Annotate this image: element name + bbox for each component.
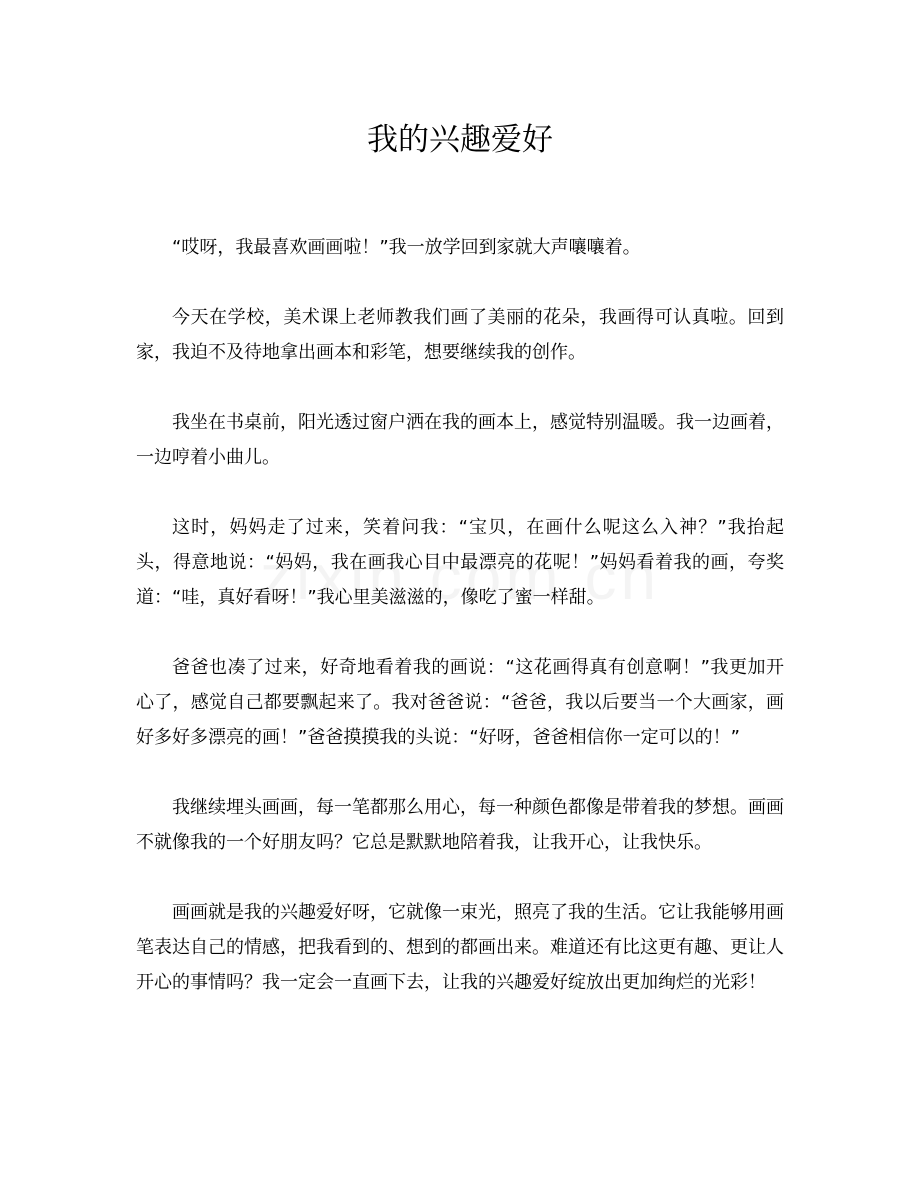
paragraph-4: 这时，妈妈走了过来，笑着问我：“宝贝，在画什么呢这么入神？”我抬起头，得意地说：“妈妈，我在画我心目中最漂亮的花呢！”妈妈看着我的画，夸奖道：“哇，真好看呀！”我心里美滋滋的，像吃了蜜一样甜。 (136, 517, 784, 608)
paragraph-5: 爸爸也凑了过来，好奇地看着我的画说：“这花画得真有创意啊！”我更加开心了，感觉自己都要飘起来了。我对爸爸说：“爸爸，我以后要当一个大画家，画好多好多漂亮的画！”爸爸摸摸我的头说：“好呀，爸爸相信你一定可以的！” (136, 657, 784, 748)
paragraph-6: 我继续埋头画画，每一笔都那么用心，每一种颜色都像是带着我的梦想。画画不就像我的一个好朋友吗？它总是默默地陪着我，让我开心，让我快乐。 (136, 797, 784, 853)
document-body (136, 230, 784, 1035)
paragraph-7: 画画就是我的兴趣爱好呀，它就像一束光，照亮了我的生活。它让我能够用画笔表达自己的情感，把我看到的、想到的都画出来。难道还有比这更有趣、更让人开心的事情吗？我一定会一直画下去，让我的兴趣爱好绽放出更加绚烂的光彩！ (136, 902, 784, 993)
paragraph-2: 今天在学校，美术课上老师教我们画了美丽的花朵，我画得可认真啦。回到家，我迫不及待地拿出画本和彩笔，想要继续我的创作。 (136, 307, 784, 363)
document-title: 我的兴趣爱好 (367, 122, 553, 158)
paragraph-3: 我坐在书桌前，阳光透过窗户洒在我的画本上，感觉特别温暖。我一边画着，一边哼着小曲儿。 (136, 412, 784, 468)
paragraph-1: “哎呀，我最喜欢画画啦！”我一放学回到家就大声嚷嚷着。 (172, 237, 641, 258)
